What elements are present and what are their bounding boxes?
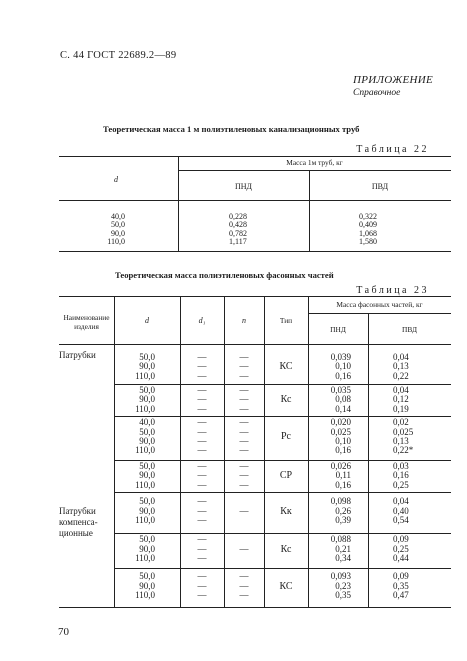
table22-header-pnd: ПНД (234, 182, 252, 191)
table22-pnd-values: 0,228 0,428 0,782 1,117 (229, 212, 247, 247)
table23-pvd-values: 0,02 0,025 0,13 0,22* (393, 417, 414, 456)
table22-header-d: d (114, 175, 118, 184)
table23-n-values: — (239, 543, 249, 554)
appendix-note: Справочное (353, 88, 401, 98)
table23-rule-top (59, 296, 451, 297)
table23-n-values: — — — — (239, 417, 249, 456)
table23-d-values: 50,0 90,0 110,0 (135, 534, 155, 564)
table22-rule-bottom (59, 251, 451, 252)
table22-rule-mid (178, 170, 451, 171)
running-head: С. 44 ГОСТ 22689.2—89 (60, 50, 177, 61)
table23-header-type: Тип (279, 316, 293, 325)
table23-title: Теоретическая масса полиэтиленовых фасонных частей (115, 270, 334, 280)
table23 (59, 296, 451, 608)
table23-item-name: Патрубки (59, 350, 96, 360)
table23-d-values: 40,0 50,0 90,0 110,0 (135, 417, 155, 456)
table23-d1-values: — — — (197, 385, 207, 414)
table23-d1-values: — — — (197, 461, 207, 490)
table23-pnd-values: 0,098 0,26 0,39 (330, 496, 351, 526)
table23-type: СР (279, 470, 293, 482)
table22-col-line-1 (178, 156, 179, 251)
table23-rule-bottom (59, 607, 451, 608)
table23-n-values: — — — (239, 352, 249, 381)
table23-header-name: Наименование изделия (63, 313, 110, 331)
table23-col-line-1 (114, 296, 115, 607)
table23-d1-values: — — — (197, 496, 207, 526)
table23-type: Кк (280, 505, 292, 517)
table23-pvd-values: 0,09 0,25 0,44 (393, 534, 409, 564)
table23-header-pnd: ПНД (330, 325, 346, 334)
table23-n-values: — (239, 505, 249, 516)
table23-pnd-values: 0,093 0,23 0,35 (330, 571, 351, 601)
table23-d-values: 50,0 90,0 110,0 (135, 352, 155, 381)
table22-pvd-values: 0,322 0,409 1,068 1,580 (359, 212, 377, 247)
table23-pnd-values: 0,039 0,10 0,16 (330, 352, 351, 381)
table23-header-d1: d₁ (198, 316, 206, 325)
table23-group-separator (114, 492, 451, 493)
table23-col-line-4 (264, 296, 265, 607)
table22-rule-head (59, 200, 451, 201)
table23-type: Кс (280, 543, 292, 555)
table22 (59, 156, 451, 252)
table23-d-values: 50,0 90,0 110,0 (135, 496, 155, 526)
table22-header-pvd: ПВД (371, 182, 389, 191)
table23-type: КС (279, 361, 293, 373)
table22-d-values: 40,0 50,0 90,0 110,0 (107, 212, 125, 247)
table23-d-values: 50,0 90,0 110,0 (135, 385, 155, 414)
table23-header-pvd: ПВД (401, 325, 418, 334)
table23-d1-values: — — — (197, 571, 207, 601)
table22-title: Теоретическая масса 1 м полиэтиленовых канализационных труб (103, 124, 360, 134)
table22-label: Таблица 22 (356, 144, 429, 155)
table23-item-name: Патрубки компенса- ционные (59, 506, 98, 538)
table22-header-mass: Масса 1м труб, кг (286, 158, 343, 167)
table23-rule-mid (308, 313, 451, 314)
table23-header-d: d (145, 316, 149, 325)
table23-n-values: — — — (239, 571, 249, 601)
table23-n-values: — — — (239, 461, 249, 490)
table23-type: КС (279, 580, 293, 592)
page-number: 70 (58, 626, 69, 638)
appendix-title: ПРИЛОЖЕНИЕ (353, 74, 433, 86)
table23-pvd-values: 0,09 0,35 0,47 (393, 571, 409, 601)
table23-col-line-5 (308, 296, 309, 607)
table23-pvd-values: 0,04 0,13 0,22 (393, 352, 409, 381)
table23-d-values: 50,0 90,0 110,0 (135, 461, 155, 490)
table23-type: Кс (280, 394, 292, 406)
table23-label: Таблица 23 (356, 285, 429, 296)
table23-n-values: — — — (239, 385, 249, 414)
table23-pvd-values: 0,04 0,40 0,54 (393, 496, 409, 526)
table23-d-values: 50,0 90,0 110,0 (135, 571, 155, 601)
table23-pvd-values: 0,03 0,16 0,25 (393, 461, 409, 490)
table23-type: Рс (281, 431, 291, 442)
table23-rule-head (59, 344, 451, 345)
table23-d1-values: — — — (197, 534, 207, 564)
table23-d1-values: — — — (197, 352, 207, 381)
table22-rule-top (59, 156, 451, 157)
table23-header-n: n (242, 316, 246, 325)
table23-pnd-values: 0,026 0,11 0,16 (330, 461, 351, 490)
table23-header-mass: Масса фасонных частей, кг (336, 300, 423, 309)
table23-pnd-values: 0,088 0,21 0,34 (330, 534, 351, 564)
table23-pnd-values: 0,035 0,08 0,14 (330, 385, 351, 414)
table23-d1-values: — — — — (197, 417, 207, 456)
table23-pnd-values: 0,020 0,025 0,10 0,16 (330, 417, 351, 456)
table23-group-separator (114, 568, 451, 569)
table23-pvd-values: 0,04 0,12 0,19 (393, 385, 409, 414)
